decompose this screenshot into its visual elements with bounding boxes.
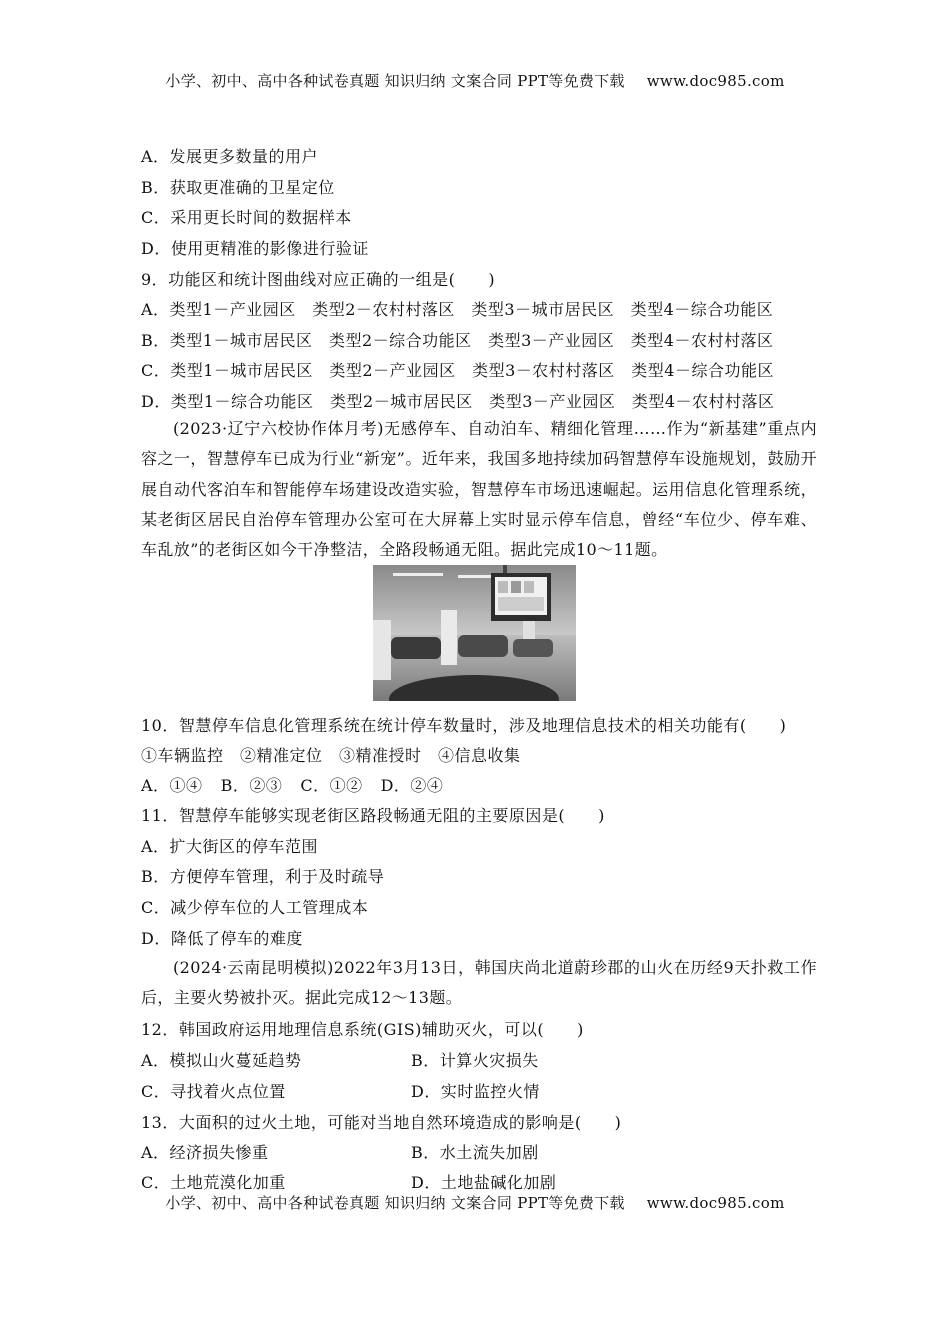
- q10-stem: 10．智慧停车信息化管理系统在统计停车数量时，涉及地理信息技术的相关功能有( ): [141, 716, 787, 735]
- page-footer: [0, 1192, 950, 1213]
- q8-option-b: B．获取更准确的卫星定位: [141, 178, 335, 197]
- footer-site: www.doc985.com: [646, 1194, 785, 1212]
- q12-option-b: B．计算火灾损失: [411, 1051, 539, 1070]
- q10-option-a: A．①④: [141, 776, 203, 795]
- q10-option-b: B．②③: [220, 776, 283, 795]
- q10-items: ①车辆监控 ②精准定位 ③精准授时 ④信息收集: [141, 746, 521, 765]
- q13-option-c: C．土地荒漠化加重: [141, 1173, 286, 1192]
- q13-stem: 13．大面积的过火土地，可能对当地自然环境造成的影响是( ): [141, 1113, 622, 1132]
- q12-stem: 12．韩国政府运用地理信息系统(GIS)辅助灭火，可以( ): [141, 1020, 584, 1039]
- page-header: [0, 70, 950, 91]
- passage-1-text: (2023·辽宁六校协作体月考)无感停车、自动泊车、精细化管理……作为“新基建”重点内容之一，智慧停车已成为行业“新宠”。近年来，我国多地持续加码智慧停车设施规划，鼓励开展自动代客泊车和智能停车场建设改造实验，智慧停车市场迅速崛起。运用信息化管理系统，某老街区居民自治停车管理办公室可在大屏幕上实时显示停车信息，曾经“车位少、停车难、车乱放”的老街区如今干净整洁，全路段畅通无阻。据此完成10～11题。: [141, 419, 817, 560]
- header-text: 小学、初中、高中各种试卷真题 知识归纳 文案合同 PPT等免费下载: [165, 72, 625, 90]
- q9-option-a: A．类型1－产业园区 类型2－农村村落区 类型3－城市居民区 类型4－综合功能区: [141, 300, 774, 319]
- header-site: www.doc985.com: [646, 72, 785, 90]
- q9-option-b: B．类型1－城市居民区 类型2－综合功能区 类型3－产业园区 类型4－农村村落区: [141, 331, 774, 350]
- q11-stem: 11．智慧停车能够实现老街区路段畅通无阻的主要原因是( ): [141, 806, 605, 825]
- parking-garage-photo: [373, 565, 576, 701]
- q8-option-c: C．采用更长时间的数据样本: [141, 208, 352, 227]
- q9-option-d: D．类型1－综合功能区 类型2－城市居民区 类型3－产业园区 类型4－农村村落区: [141, 392, 775, 411]
- q9-stem: 9．功能区和统计图曲线对应正确的一组是( ): [141, 270, 496, 289]
- q11-option-d: D．降低了停车的难度: [141, 929, 303, 948]
- q11-option-c: C．减少停车位的人工管理成本: [141, 898, 369, 917]
- footer-text: 小学、初中、高中各种试卷真题 知识归纳 文案合同 PPT等免费下载: [165, 1194, 625, 1212]
- q13-option-a: A．经济损失惨重: [141, 1143, 269, 1162]
- q10-option-c: C．①②: [300, 776, 363, 795]
- q8-option-a: A．发展更多数量的用户: [141, 147, 319, 166]
- q12-option-c: C．寻找着火点位置: [141, 1082, 286, 1101]
- passage-2-text: (2024·云南昆明模拟)2022年3月13日，韩国庆尚北道蔚珍郡的山火在历经9天扑救工作后，主要火势被扑灭。据此完成12～13题。: [141, 958, 817, 1008]
- q13-option-b: B．水土流失加剧: [411, 1143, 539, 1162]
- passage-smart-parking: [141, 414, 817, 565]
- q8-option-d: D．使用更精准的影像进行验证: [141, 239, 369, 258]
- q10-options: [141, 773, 461, 796]
- q9-option-c: C．类型1－城市居民区 类型2－产业园区 类型3－农村村落区 类型4－综合功能区: [141, 361, 774, 380]
- q12-option-d: D．实时监控火情: [411, 1082, 540, 1101]
- q13-option-d: D．土地盐碱化加剧: [411, 1173, 557, 1192]
- q10-option-d: D．②④: [380, 776, 444, 795]
- passage-korea-wildfire: [141, 953, 817, 1014]
- q11-option-a: A．扩大街区的停车范围: [141, 837, 319, 856]
- q12-option-a: A．模拟山火蔓延趋势: [141, 1051, 302, 1070]
- q11-option-b: B．方便停车管理，利于及时疏导: [141, 867, 385, 886]
